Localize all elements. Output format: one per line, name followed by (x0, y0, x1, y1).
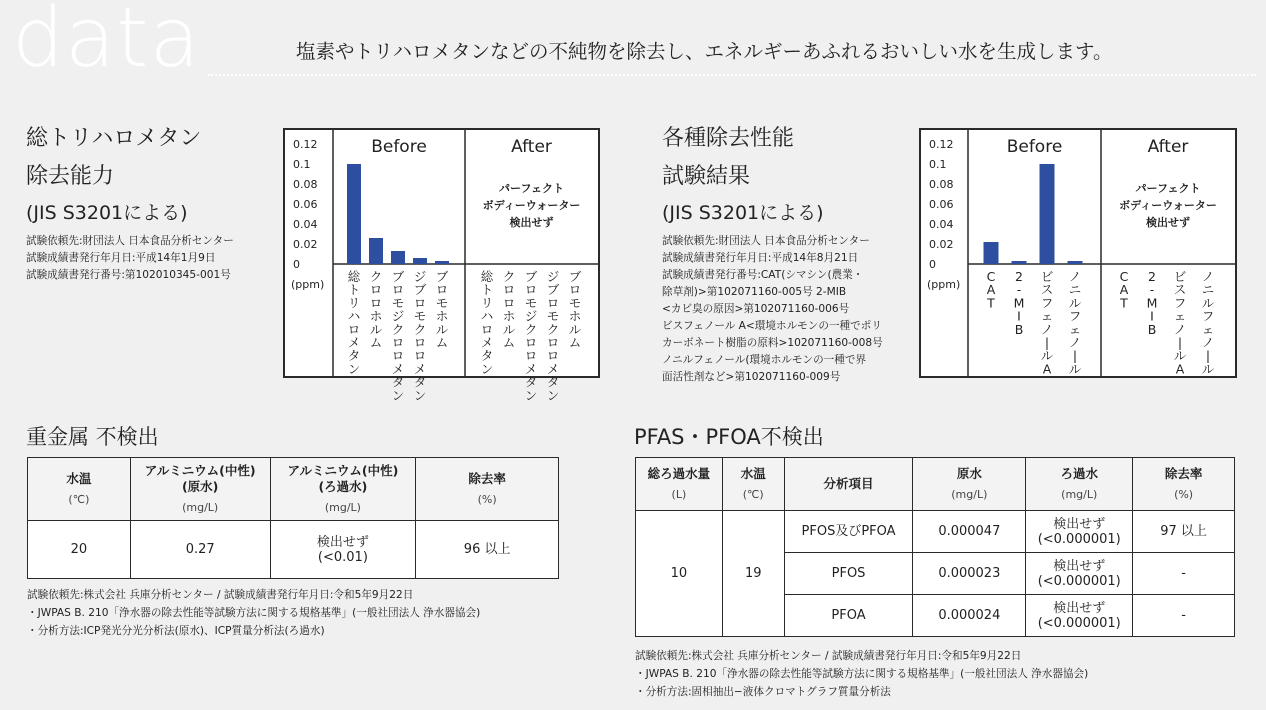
x-tick-label: ル (369, 321, 383, 337)
bar (1068, 261, 1083, 264)
y-tick-label: 0.06 (293, 198, 318, 211)
y-tick-label: 0.1 (293, 158, 311, 171)
x-tick-label-after: ニ (1201, 282, 1215, 298)
bar (369, 238, 383, 264)
x-tick-label: モ (435, 295, 449, 311)
x-tick-label-after: ロ (546, 348, 560, 364)
x-tick-label: | (1044, 335, 1050, 350)
x-tick-label: ェ (1040, 308, 1054, 324)
x-tick-label: タ (347, 348, 361, 364)
x-tick-label: モ (391, 295, 405, 311)
x-tick-label-after: タ (546, 374, 560, 390)
cell-temp: 20 (28, 521, 131, 579)
note-line: 試験成績書発行年月日:平成14年8月21日 (662, 252, 859, 264)
x-tick-label-after: ロ (524, 282, 538, 298)
x-tick-label-after: ク (524, 321, 538, 337)
after-note-line: ボディーウォーター (1119, 199, 1217, 212)
x-tick-label: ク (369, 269, 383, 284)
x-tick-label: ノ (1040, 321, 1054, 337)
y-tick-label: 0.04 (929, 218, 954, 231)
metals-table (27, 457, 559, 579)
x-tick-label: タ (413, 374, 427, 390)
x-tick-label: ブ (435, 269, 449, 284)
x-tick-label: T (987, 295, 995, 311)
x-tick-label-after: ェ (1173, 308, 1187, 324)
x-tick-label-after: ブ (524, 269, 538, 284)
x-tick-label-after: メ (524, 361, 538, 377)
col-header: 原水 (mg/L) (913, 458, 1026, 511)
x-tick-label-after: モ (524, 295, 538, 311)
note-line: 試験依頼先:株式会社 兵庫分析センター / 試験成績書発行年月日:令和5年9月22日 (635, 650, 1022, 662)
section-title-line1: 総トリハロメタン (26, 126, 202, 151)
x-tick-label: ブ (391, 269, 405, 284)
x-tick-label-after: | (1177, 335, 1183, 350)
cell-rate: 97 以上 (1133, 511, 1235, 553)
cell-rate: - (1133, 595, 1235, 637)
col-header: 除去率 (%) (1133, 458, 1235, 511)
note-line: ノニルフェノール(環境ホルモンの一種で界 (662, 354, 867, 366)
cell-item: PFOS (784, 553, 913, 595)
x-tick-label: ニ (1068, 282, 1082, 298)
table-header-row (28, 458, 559, 521)
x-tick-label: ン (347, 361, 361, 377)
cell-raw: 0.27 (130, 521, 270, 579)
x-tick-label-after: A (1175, 361, 1185, 377)
note-line: 試験依頼先:財団法人 日本食品分析センター (26, 235, 234, 247)
x-tick-label-after: フ (1173, 295, 1187, 311)
bar (413, 258, 427, 264)
x-tick-label-after: C (1119, 269, 1129, 284)
x-tick-label-after: ビ (1173, 269, 1187, 284)
y-tick-label: 0 (929, 258, 936, 271)
x-tick-label-after: ル (568, 321, 582, 337)
x-tick-label: メ (413, 361, 427, 377)
y-tick-label: 0.08 (929, 178, 954, 191)
x-tick-label-after: ル (1201, 361, 1215, 377)
note-line: <カビ臭の原因>第102071160-006号 (662, 303, 850, 315)
note-line: 試験成績書発行番号:CAT(シマシン(農業・ (662, 269, 864, 281)
metals-notes (27, 586, 480, 640)
x-tick-label: ム (369, 335, 383, 350)
x-tick-label: ロ (435, 282, 449, 298)
x-tick-label: タ (391, 374, 405, 390)
x-tick-label: ビ (1040, 269, 1054, 284)
y-tick-label: 0.1 (929, 158, 947, 171)
y-tick-label: 0.02 (929, 238, 954, 251)
x-tick-label-after: ク (502, 269, 516, 284)
y-tick-label: 0.06 (929, 198, 954, 211)
x-tick-label: フ (1068, 308, 1082, 324)
x-tick-label: I (1017, 308, 1021, 324)
note-line: 試験成績書発行年月日:平成14年1月9日 (26, 252, 216, 264)
x-tick-label-after: ル (1201, 295, 1215, 311)
test-notes (662, 233, 912, 386)
bar (1012, 261, 1027, 264)
x-tick-label-after: ロ (502, 282, 516, 298)
chart-trihalomethane (283, 128, 600, 403)
x-tick-label: ム (435, 335, 449, 350)
x-tick-label: ェ (1068, 321, 1082, 337)
x-tick-label-after: ノ (1201, 269, 1215, 284)
after-note-line: 検出せず (1146, 216, 1190, 229)
y-tick-label: 0.12 (929, 138, 954, 151)
y-tick-label: 0.04 (293, 218, 318, 231)
chart-removal-performance-svg (921, 130, 1235, 376)
x-tick-label: ハ (347, 308, 361, 324)
after-note-line: パーフェクト (499, 182, 564, 195)
x-tick-label-after: ク (546, 321, 560, 337)
x-tick-label-after: ロ (502, 295, 516, 311)
x-tick-label-after: T (1120, 295, 1128, 311)
x-tick-label: A (1042, 361, 1052, 377)
x-tick-label-after: ブ (546, 282, 560, 298)
col-header: 水温 (℃) (28, 458, 131, 521)
dotted-divider (208, 74, 1256, 76)
section-removal-info (662, 122, 912, 386)
x-tick-label: メ (347, 335, 361, 350)
cell-filtered: 検出せず (<0.000001) (1026, 511, 1133, 553)
x-tick-label: - (1016, 282, 1022, 298)
after-note-line: 検出せず (509, 216, 554, 229)
y-tick-label: 0 (293, 258, 300, 271)
x-tick-label-after: ハ (480, 308, 494, 324)
cell-item: PFOS及びPFOA (784, 511, 913, 553)
col-header: ろ過水 (mg/L) (1026, 458, 1133, 511)
x-tick-label: ロ (391, 348, 405, 364)
note-line: ・JWPAS B. 210「浄水器の除去性能等試験方法に関する規格基準」(一般社団法人 浄水器協会) (27, 607, 481, 619)
x-tick-label-after: M (1146, 295, 1158, 311)
table-row (636, 511, 1235, 553)
x-tick-label-after: ロ (546, 295, 560, 311)
col-header: アルミニウム(中性) (ろ過水) (mg/L) (270, 458, 416, 521)
x-tick-label-after: ロ (524, 335, 538, 350)
x-tick-label: フ (1040, 295, 1054, 311)
bar (984, 242, 999, 264)
x-tick-label: メ (391, 361, 405, 377)
x-tick-label-after: ホ (502, 308, 516, 324)
x-tick-label: ン (391, 387, 405, 403)
x-tick-label-after: ェ (1201, 321, 1215, 337)
tagline: 塩素やトリハロメタンなどの不純物を除去し、エネルギーあふれるおいしい水を生成します。 (296, 40, 1113, 63)
x-tick-label: ホ (369, 308, 383, 324)
cell-temp: 19 (722, 511, 784, 637)
x-tick-label: ロ (413, 295, 427, 311)
x-tick-label: ク (391, 321, 405, 337)
x-tick-label-after: フ (1201, 308, 1215, 324)
bar (1040, 164, 1055, 264)
cell-filtered: 検出せず (<0.01) (270, 521, 416, 579)
x-tick-label-after: I (1150, 308, 1154, 324)
x-tick-label-after: メ (480, 335, 494, 350)
unit-label: (ppm) (291, 278, 325, 291)
x-tick-label: ル (1040, 348, 1054, 364)
note-line: ・JWPAS B. 210「浄水器の除去性能等試験方法に関する規格基準」(一般社団法人 浄水器協会) (635, 668, 1089, 680)
cell-volume: 10 (636, 511, 723, 637)
x-tick-label-after: | (1205, 348, 1211, 364)
x-tick-label-after: - (1149, 282, 1155, 298)
panel-title-after: After (1147, 137, 1189, 157)
col-header: 水温 (℃) (722, 458, 784, 511)
section-trihalomethane-info (26, 122, 276, 284)
panel-title-after: After (511, 137, 552, 157)
x-tick-label-after: ロ (524, 348, 538, 364)
table-row (28, 521, 559, 579)
x-tick-label: B (1014, 321, 1024, 337)
x-tick-label: | (1072, 348, 1078, 364)
x-tick-label-after: ロ (568, 282, 582, 298)
col-header: 総ろ過水量 (L) (636, 458, 723, 511)
cell-raw: 0.000047 (913, 511, 1026, 553)
x-tick-label-after: 2 (1148, 269, 1156, 284)
note-line: 試験依頼先:株式会社 兵庫分析センター / 試験成績書発行年月日:令和5年9月22日 (27, 589, 414, 601)
note-line: 試験成績書発行番号:第102010345-001号 (26, 269, 231, 281)
x-tick-label: ノ (1068, 335, 1082, 350)
section-title-line1: 各種除去性能 (662, 126, 795, 151)
x-tick-label-after: ロ (546, 335, 560, 350)
x-tick-label: モ (413, 308, 427, 324)
cell-filtered: 検出せず (<0.000001) (1026, 595, 1133, 637)
x-tick-label: 総 (347, 269, 361, 284)
pfas-heading: PFAS・PFOA不検出 (634, 425, 824, 449)
x-tick-label-after: ロ (480, 321, 494, 337)
x-tick-label: ロ (391, 335, 405, 350)
note-line: 除草剤)>第102071160-005号 2-MIB (662, 286, 847, 298)
x-tick-label-after: ム (568, 335, 582, 350)
x-tick-label-after: モ (568, 295, 582, 311)
x-tick-label-after: ノ (1201, 335, 1215, 350)
x-tick-label-after: モ (546, 308, 560, 324)
y-tick-label: 0.12 (293, 138, 318, 151)
chart-trihalomethane-svg (285, 130, 598, 403)
section-title-line2: 試験結果 (662, 164, 751, 189)
x-tick-label-after: ム (502, 335, 516, 350)
x-tick-label: ス (1040, 282, 1054, 298)
x-tick-label-after: ル (502, 321, 516, 337)
x-tick-label-after: ン (480, 361, 494, 377)
col-header: 分析項目 (784, 458, 913, 511)
bar (391, 251, 405, 264)
x-tick-label: ロ (347, 321, 361, 337)
x-tick-label: ロ (369, 282, 383, 298)
x-tick-label-after: ノ (1173, 321, 1187, 337)
x-tick-label: A (986, 282, 996, 298)
x-tick-label-after: ン (524, 387, 538, 403)
pfas-notes (635, 647, 1088, 701)
x-tick-label: ン (413, 387, 427, 403)
test-notes (26, 233, 276, 284)
x-tick-label: ホ (435, 308, 449, 324)
section-title-line2: 除去能力 (26, 164, 115, 189)
standard-label: (JIS S3201による) (662, 202, 824, 224)
x-tick-label-after: B (1147, 321, 1157, 337)
note-line: 面活性剤など>第102071160-009号 (662, 371, 841, 383)
x-tick-label: ル (1068, 361, 1082, 377)
note-line: ・分析方法:ICP発光分光分析法(原水)、ICP質量分析法(ろ過水) (27, 625, 325, 637)
x-tick-label-after: ル (1173, 348, 1187, 364)
data-heading: data (12, 0, 201, 86)
x-tick-label: M (1013, 295, 1025, 311)
pfas-table (635, 457, 1235, 637)
note-line: 試験依頼先:財団法人 日本食品分析センター (662, 235, 870, 247)
x-tick-label: ジ (413, 269, 427, 284)
metals-heading: 重金属 不検出 (26, 425, 159, 449)
x-tick-label: ト (347, 282, 361, 298)
x-tick-label: ノ (1068, 269, 1082, 284)
note-line: ビスフェノール A<環境ホルモンの一種でポリ (662, 320, 882, 332)
x-tick-label: ロ (413, 335, 427, 350)
x-tick-label: ク (413, 321, 427, 337)
x-tick-label-after: リ (480, 295, 494, 311)
cell-raw: 0.000024 (913, 595, 1026, 637)
y-tick-label: 0.08 (293, 178, 318, 191)
cell-rate: 96 以上 (416, 521, 559, 579)
panel-title-before: Before (1006, 137, 1063, 157)
x-tick-label: リ (347, 295, 361, 311)
x-tick-label-after: タ (524, 374, 538, 390)
col-header: アルミニウム(中性) (原水) (mg/L) (130, 458, 270, 521)
col-header: 除去率 (%) (416, 458, 559, 521)
x-tick-label-after: ス (1173, 282, 1187, 298)
panel-title-before: Before (371, 137, 427, 157)
x-tick-label-after: ジ (546, 269, 560, 284)
note-line: ・分析方法:固相抽出−液体クロマトグラフ質量分析法 (635, 686, 891, 698)
x-tick-label: ロ (369, 295, 383, 311)
x-tick-label: 2 (1015, 269, 1023, 284)
x-tick-label-after: タ (480, 348, 494, 364)
bar (347, 164, 361, 264)
note-line: カーボネート樹脂の原料>102071160-008号 (662, 337, 883, 349)
cell-filtered: 検出せず (<0.000001) (1026, 553, 1133, 595)
x-tick-label-after: A (1119, 282, 1129, 298)
y-tick-label: 0.02 (293, 238, 318, 251)
x-tick-label: ル (435, 321, 449, 337)
after-note-line: ボディーウォーター (482, 199, 581, 212)
x-tick-label-after: ブ (568, 269, 582, 284)
cell-rate: - (1133, 553, 1235, 595)
x-tick-label-after: メ (546, 361, 560, 377)
x-tick-label: ル (1068, 295, 1082, 311)
cell-item: PFOA (784, 595, 913, 637)
after-note-line: パーフェクト (1135, 182, 1201, 195)
bar (435, 261, 449, 264)
table-header-row (636, 458, 1235, 511)
x-tick-label: ブ (413, 282, 427, 298)
x-tick-label-after: ホ (568, 308, 582, 324)
x-tick-label-after: ト (480, 282, 494, 298)
x-tick-label: ジ (391, 308, 405, 324)
chart-removal-performance (919, 128, 1237, 378)
x-tick-label: C (986, 269, 996, 284)
x-tick-label: ロ (391, 282, 405, 298)
x-tick-label: ロ (413, 348, 427, 364)
unit-label: (ppm) (927, 278, 961, 291)
standard-label: (JIS S3201による) (26, 202, 188, 224)
x-tick-label-after: ン (546, 387, 560, 403)
cell-raw: 0.000023 (913, 553, 1026, 595)
x-tick-label-after: ジ (524, 308, 538, 324)
x-tick-label-after: 総 (480, 269, 494, 284)
